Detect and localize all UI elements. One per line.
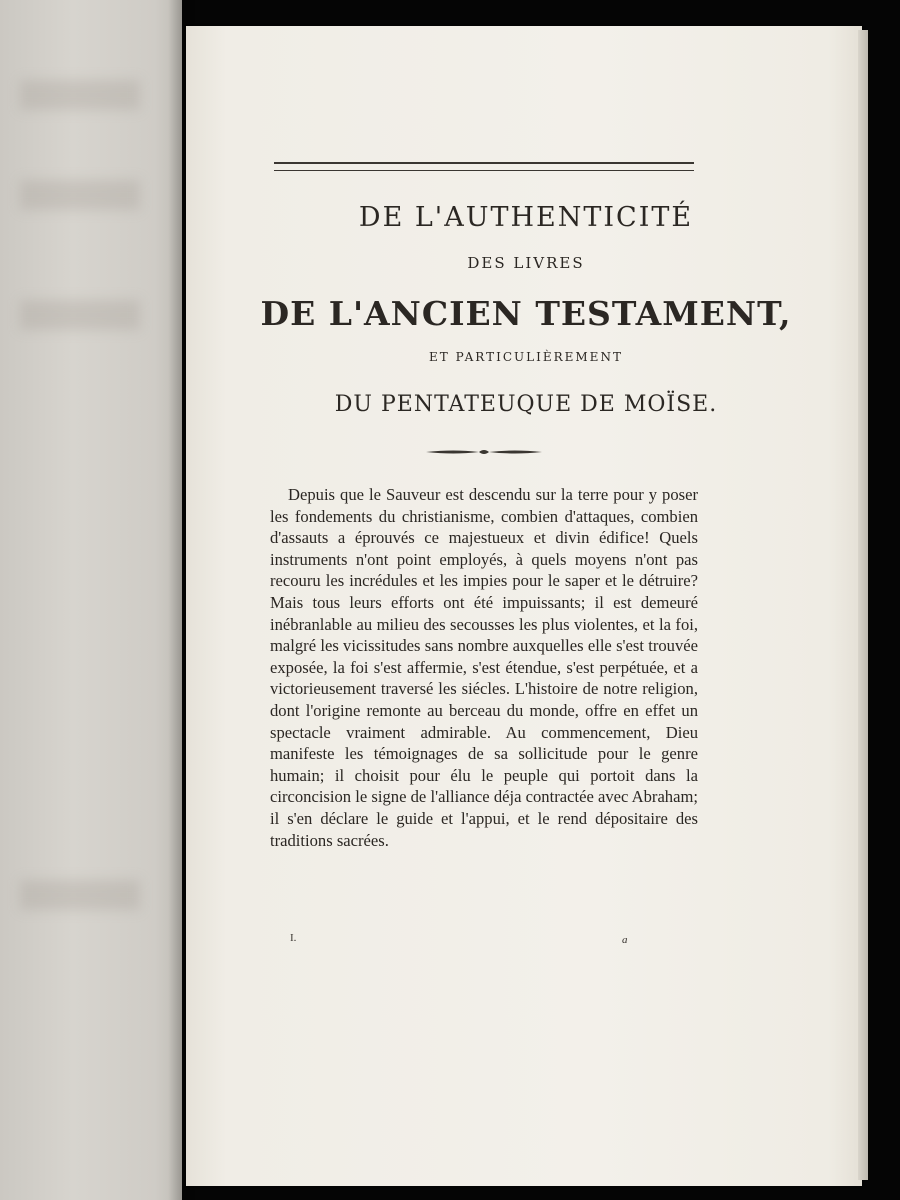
title-line-2: DES LIVRES <box>467 254 585 272</box>
header-double-rule <box>274 162 694 171</box>
left-page-bleed-mark <box>20 180 140 210</box>
signature-mark-left: I. <box>290 932 297 944</box>
left-page-bleed-mark <box>20 300 140 330</box>
signature-mark-right: a <box>622 934 628 946</box>
title-line-1: DE L'AUTHENTICITÉ <box>358 202 694 233</box>
page-edge <box>858 30 868 1180</box>
ornament-divider <box>424 446 544 458</box>
title-line-3: DE L'ANCIEN TESTAMENT, <box>260 294 792 333</box>
body-paragraph: Depuis que le Sauveur est descendu sur la terre pour y poser les fondements du christianisme, combien d'attaques, combien d'assauts a éprouvés ce majestueux et divin édifice! Quels instruments n'ont point employés, à quels moyens n'ont pas recouru les incrédules et les impies pour le saper et le détruire? Mais tous leurs efforts ont été impuissants; il est demeuré inébranlable au milieu des secousses les plus violentes, et la foi, malgré les vicissitudes sans nombre auxquelles elle s'est trouvée exposée, la foi s'est affermie, s'est étendue, s'est perpétuée, et a victorieusement traversé les siécles. L'histoire de notre religion, dont l'origine remonte au berceau du monde, offre en effet un spectacle vraiment admirable. Au commencement, Dieu manifeste les témoignages de sa sollicitude pour le genre humain; il choisit pour élu le peuple qui portoit dans la circoncision le signe de l'alliance déja contractée avec Abraham; il s'en déclare le guide et l'appui, et le rend dépositaire des traditions sacrées. <box>270 485 698 850</box>
title-line-5: DU PENTATEUQUE DE MOÏSE. <box>334 392 718 417</box>
right-page <box>186 26 862 1186</box>
left-page-bleed-mark <box>20 880 140 910</box>
left-page <box>0 0 182 1200</box>
title-line-4: ET PARTICULIÈREMENT <box>429 350 623 364</box>
left-page-bleed-mark <box>20 80 140 110</box>
